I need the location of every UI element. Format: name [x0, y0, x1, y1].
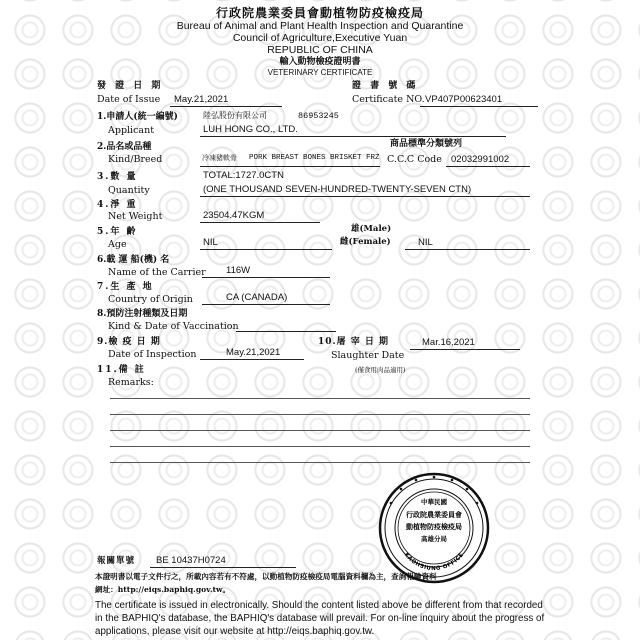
quantity-words: (ONE THOUSAND SEVEN-HUNDRED-TWENTY-SEVEN CTN): [203, 184, 472, 195]
cert-label-en: Certificate NO.: [352, 94, 425, 105]
cert-underline: [420, 106, 538, 107]
issue-label-en: Date of Issue: [97, 94, 161, 105]
declaration-underline: [150, 567, 296, 568]
note-en-1: The certificate is issued in electronically. Should the content listed above be different from that recorded: [95, 600, 543, 611]
kind-value-zh: 冷凍豬軟骨: [202, 154, 237, 162]
council-en: Council of Agriculture,Executive Yuan: [232, 32, 408, 44]
inspection-value: May.21,2021: [226, 347, 281, 358]
issue-label-zh: 發 證 日 期: [97, 81, 164, 91]
slaughter-label-zh: 10.屠 宰 日 期: [318, 337, 390, 347]
female-value: NIL: [418, 237, 433, 248]
weight-underline: [200, 222, 320, 223]
title-zh: 行政院農業委員會動植物防疫檢疫局: [215, 6, 424, 20]
kind-underline: [200, 166, 380, 167]
male-label: 雄(Male): [351, 224, 392, 234]
vaccination-label-en: Kind & Date of Vaccination: [108, 321, 239, 332]
remark-line: [110, 446, 530, 447]
origin-label-en: Country of Origin: [108, 294, 193, 305]
inspection-label-zh: 9.檢 疫 日 期: [97, 337, 161, 347]
inspection-underline: [200, 359, 304, 360]
country-en: REPUBLIC OF CHINA: [267, 44, 373, 56]
ccc-label-en: C.C.C Code: [387, 154, 442, 165]
note-en-3: applications, please visit our website at http://eiqs.baphiq.gov.tw.: [95, 626, 375, 637]
applicant-label-zh: 1.申請人(統一編號): [97, 112, 178, 122]
note-zh-2: 網址：http://eiqs.baphiq.gov.tw。: [95, 585, 231, 594]
age-value: NIL: [203, 237, 218, 248]
doc-title-en: VETERINARY CERTIFICATE: [267, 68, 373, 77]
kind-label-en: Kind/Breed: [108, 154, 163, 165]
age-label-en: Age: [108, 239, 127, 250]
carrier-label-zh: 6.載 運 船(機) 名: [97, 255, 170, 265]
applicant-id: 86953245: [298, 111, 339, 121]
seal-line-3: 動植物防疫檢疫局: [406, 522, 462, 531]
official-seal: [378, 472, 490, 584]
agency-en: Bureau of Animal and Plant Health Inspection and Quarantine: [176, 20, 464, 32]
vaccination-underline: [236, 331, 336, 332]
remark-line: [110, 462, 530, 463]
declaration-label: 報關單號: [97, 556, 136, 566]
applicant-name-en: LUH HONG CO., LTD.: [203, 124, 298, 135]
origin-value: CA (CANADA): [226, 292, 288, 303]
declaration-value: BE 10437H0724: [156, 555, 226, 566]
female-underline: [405, 249, 530, 250]
vaccination-label-zh: 8.預防注射種類及日期: [97, 309, 188, 319]
applicant-underline: [200, 136, 506, 137]
note-zh-1: 本證明書以電子文件行之，所載內容若有不符處，以動植物防疫檢疫局電腦資料欄為主，查詢報驗資料: [95, 572, 437, 581]
kind-label-zh: 2.品名或品種: [97, 142, 152, 152]
quantity-label-en: Quantity: [108, 185, 150, 196]
origin-underline: [202, 304, 330, 305]
weight-label-zh: 4.淨 重: [97, 200, 138, 210]
seal-line-4: 高雄分局: [421, 535, 447, 543]
applicant-label-en: Applicant: [108, 125, 155, 136]
slaughter-value: Mar.16,2021: [422, 337, 475, 348]
inspection-label-en: Date of Inspection: [108, 349, 197, 360]
quantity-label-zh: 3.數 量: [97, 172, 138, 182]
kind-value-en: PORK BREAST BONES BRISKET FRZ: [249, 154, 380, 162]
weight-value: 23504.47KGM: [203, 210, 265, 221]
carrier-value: 116W: [226, 265, 251, 276]
weight-label-en: Net Weight: [108, 211, 163, 222]
doc-title-zh: 輸入動物檢疫證明書: [279, 57, 361, 67]
origin-label-zh: 7.生 產 地: [97, 282, 154, 292]
slaughter-underline: [410, 349, 520, 350]
female-label: 雌(Female): [340, 237, 391, 247]
remarks-label-zh: 11.備 註: [97, 365, 146, 375]
seal-line-2: 行政院農業委員會: [406, 510, 462, 519]
ccc-value: 02032991002: [451, 154, 510, 165]
slaughter-label-en: Slaughter Date: [331, 350, 405, 361]
remark-line: [110, 398, 530, 399]
age-label-zh: 5.年 齡: [97, 227, 138, 237]
quantity-underline: [200, 196, 530, 197]
age-underline: [200, 249, 332, 250]
applicant-name-zh: 陸弘股份有限公司: [203, 111, 267, 120]
cert-label-zh: 證 書 號 碼: [352, 81, 419, 91]
note-en-2: in the BAPHIQ's database, the BAPHIQ's database will prevail. For on-line inquiry about the progress of: [95, 613, 545, 624]
ccc-underline: [446, 166, 530, 167]
carrier-underline: [202, 277, 330, 278]
ccc-label-zh: 商品標準分類號列: [390, 139, 463, 149]
remark-line: [110, 430, 530, 431]
quantity-total: TOTAL:1727.0CTN: [203, 170, 284, 181]
remarks-label-en: Remarks:: [108, 377, 154, 388]
carrier-label-en: Name of the Carrier: [108, 267, 206, 278]
seal-ring-text: KAOHSIUNG OFFICE: [402, 552, 466, 573]
issue-underline: [170, 106, 282, 107]
issue-date: May.21,2021: [174, 94, 229, 105]
seal-line-1: 中華民國: [421, 498, 447, 506]
cert-number: VP407P00623401: [425, 94, 503, 105]
slaughter-note: (僅食用肉品適用): [355, 366, 406, 374]
remark-line: [110, 414, 530, 415]
